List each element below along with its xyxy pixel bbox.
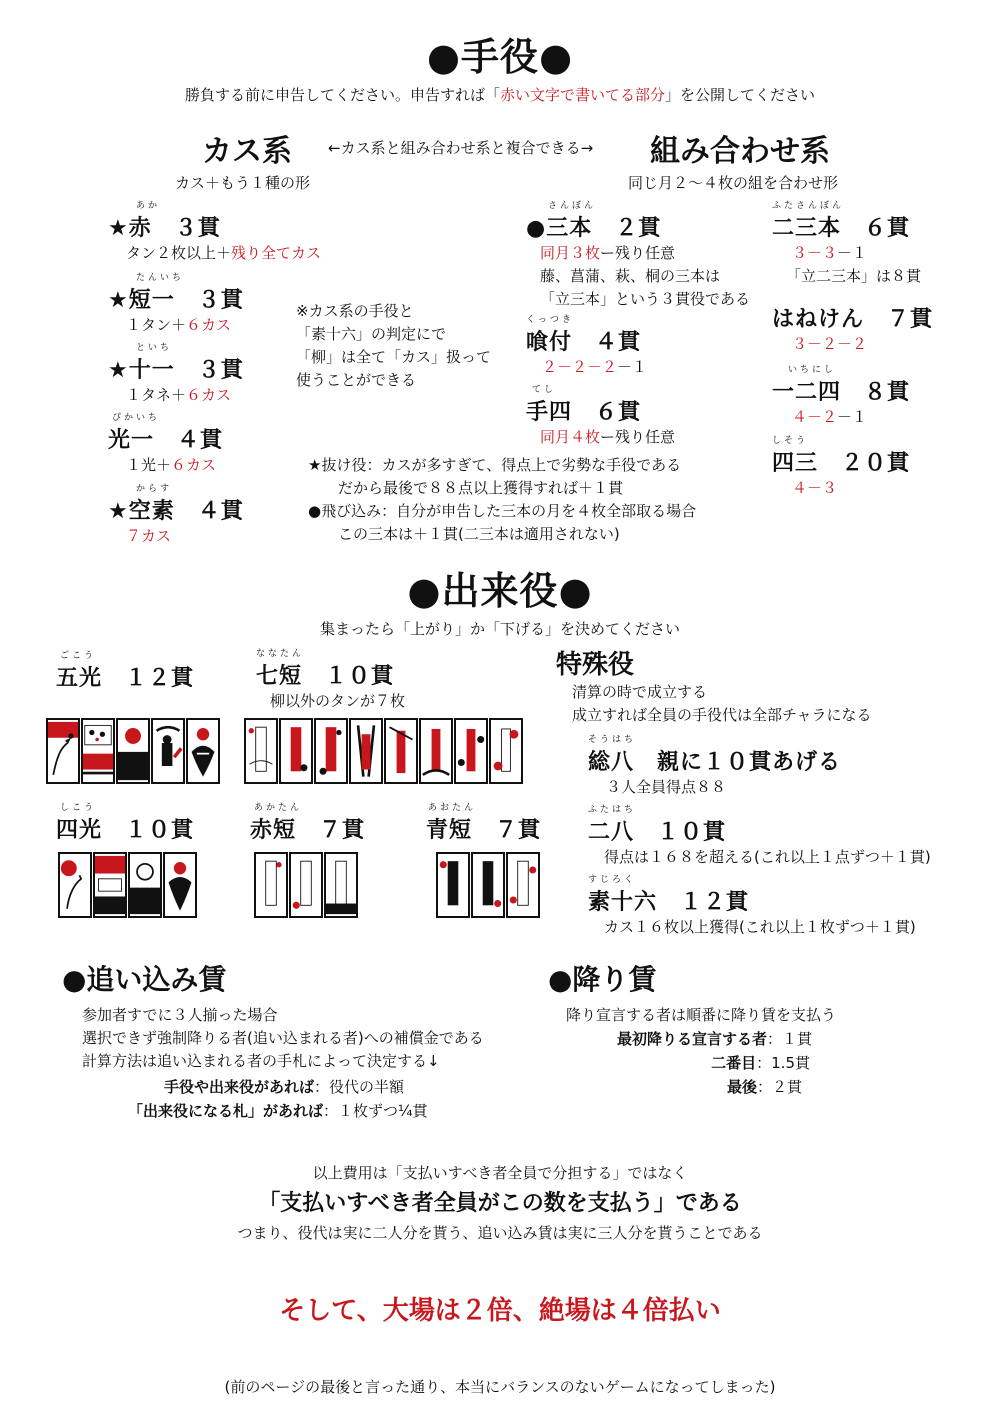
footer-emphasis: そして、大場は２倍、絶場は４倍払い [279,1296,721,1326]
yaku-name: 七短 １０貫 [256,664,395,689]
kasu-item-toichi [108,340,244,407]
arrow-note: ←カス系と組み合わせ系と複合できる→ [328,139,594,157]
tanzaku-card [244,718,278,784]
footer-line-3: つまり、役代は実に二人分を貰う、追い込み賃は実に三人分を貰うことである [237,1224,763,1242]
yaku-name: 総八 親に１０貫あげる [588,750,842,775]
combo-item-sanbon [526,198,750,311]
kasu-item-karasu [108,481,244,548]
ruby: すじろく [588,875,637,885]
shiko [56,800,194,844]
futahachi [588,802,931,869]
curtain-card [81,718,115,784]
yaku-desc: ３－２－２ [792,335,868,353]
ruby: ふたはち [588,805,637,815]
teyaku-intro: 勝負する前に申告してください。申告すれば「赤い文字で書いてる部分」を公開してください [184,86,816,104]
tanzaku-card [419,718,453,784]
tokushu [556,644,872,727]
yaku-desc: ７カス [126,527,172,545]
ruby: あか [136,201,161,211]
tokushu-title: 特殊役 [556,650,635,680]
oikomi-rule-2: 「出来役になる札」があれば：１枚ずつ¼貫 [128,1102,428,1120]
ruby: しこう [60,803,97,813]
ruby: ぴかいち [112,413,161,423]
ruby: くっつき [526,315,574,325]
yaku-name: ★短一 ３貫 [108,288,244,313]
yaku-name: 青短 ７貫 [426,818,542,843]
kasu-item-aka [108,198,321,265]
oikomi-desc: 参加者すでに３人揃った場合 選択できず強制降りる者(追い込まれる者)への補償金である 計算方法は追い込まれる者の手札によって決定する↓ [82,1006,484,1070]
aotan-cards [436,852,540,918]
yaku-name: ★十一 ３貫 [108,358,244,383]
curtain-card [93,852,127,918]
yaku-desc: 柳以外のタンが７枚 [270,692,406,710]
tanzaku-card [324,852,358,918]
tanzaku-card [454,718,488,784]
ori-title: ●降り賃 [548,963,657,996]
yaku-desc: ４－３ [792,479,838,497]
yaku-desc: カス１６枚以上獲得(これ以上１枚ずつ＋１貫) [604,918,916,936]
dekiyaku-intro: 集まったら「上がり」か「下げる」を決めてください [319,620,680,638]
teyaku-title: ●手役● [426,35,574,79]
yaku-desc: ３人全員得点８８ [606,778,727,796]
yaku-desc: 同月３枚ー残り任意 藤、菖蒲、萩、桐の三本は 「立三本」という３貫役である [540,244,751,308]
ruby: ふたさんぼん [772,201,845,211]
crane-card [46,718,80,784]
tanzaku-card [436,852,470,918]
goko [56,648,194,692]
yaku-desc: 得点は１６８を超える(これ以上１点ずつ＋１貫) [604,848,931,866]
nanatan [256,646,405,713]
yaku-desc: １タン＋６カス [126,316,232,334]
tanzaku-card [506,852,540,918]
yaku-name: 二八 １０貫 [588,820,727,845]
kasu-item-pikaichi [108,410,223,477]
tanzaku-card [254,852,288,918]
footer-closing: (前のページの最後と言った通り、本当にバランスのないゲームになってしまった) [224,1378,776,1396]
ruby: てし [532,385,557,395]
moon-card [128,852,162,918]
yaku-name: 一二四 ８貫 [772,380,911,405]
shiko-cards [58,852,197,918]
combo-item-haneken [772,302,933,356]
ruby: ごこう [60,651,97,661]
kasu-subtitle: カス＋もう１種の形 [175,174,311,192]
yaku-name: 赤短 ７貫 [250,818,366,843]
yaku-name: 二三本 ６貫 [772,216,911,241]
tanzaku-card [314,718,348,784]
kasu-note: ※カス系の手役と 「素十六」の判定にで 「柳」は全て「カス」扱って 使うことができる [296,302,492,389]
yaku-name: 喰付 ４貫 [526,330,642,355]
kasu-title: カス系 [202,134,292,169]
ruby: そうはち [588,735,637,745]
ori-desc: 降り宣言する者は順番に降り賃を支払う [566,1006,837,1024]
tanzaku-card [471,852,505,918]
combo-item-futasanbon [772,198,921,288]
sujiroku [588,872,916,939]
footer-line-2: 「支払いすべき者全員がこの数を支払う」である [258,1191,742,1216]
phoenix-card [186,718,220,784]
yaku-name: ★空素 ４貫 [108,499,244,524]
yaku-name: はねけん ７貫 [772,307,934,332]
yaku-desc: ３－３－１ 「立二三本」は８貫 [786,244,922,285]
yaku-name: 四三 ２０貫 [772,451,911,476]
dekiyaku-title: ●出来役● [407,569,593,613]
combo-item-teshi [526,382,675,449]
yaku-desc: ４－２－１ [792,408,868,426]
ruby: からす [136,484,173,494]
ruby: あおたん [428,803,477,813]
tanzaku-card [489,718,523,784]
ruby: いちにし [788,365,837,375]
goko-cards [46,718,220,784]
ruby: といち [136,343,173,353]
teyaku-notes: ★抜け役：カスが多すぎて、得点上で劣勢な手役である だから最後で８８点以上獲得すれば＋１貫 ●飛び込み：自分が申告した三本の月を４枚全部取る場合 この三本は＋１貫(二三本は適用されない) [308,456,697,543]
yaku-desc: ２－２－２－１ [542,358,648,376]
souhachi [588,732,841,799]
moon-card [116,718,150,784]
tanzaku-card [384,718,418,784]
ori-row-3: 最後：２貫 [726,1078,802,1096]
kasu-item-tanichi [108,270,244,337]
combo-subtitle: 同じ月２～４枚の組を合わせ形 [628,174,839,192]
yaku-name: 素十六 １２貫 [588,890,750,915]
phoenix-card [163,852,197,918]
akatan [250,800,365,844]
combo-item-ichinishi [772,362,910,429]
oikomi-rule-1: 手役や出来役があれば：役代の半額 [164,1078,405,1096]
ruby: たんいち [136,273,185,283]
oikomi-title: ●追い込み賃 [62,963,227,996]
yaku-name: 手四 ６貫 [526,400,642,425]
ruby: ななたん [256,649,305,659]
yaku-desc: 同月４枚ー残り任意 [540,428,676,446]
aotan [426,800,541,844]
footer-line-1: 以上費用は「支払いすべき者全員で分担する」ではなく [312,1164,688,1182]
combo-title: 組み合わせ系 [650,134,830,169]
ruby: あかたん [254,803,303,813]
nanatan-cards [244,718,523,784]
yaku-name: ★赤 ３貫 [108,216,221,241]
tokushu-desc: 清算の時で成立する 成立すれば全員の手役代は全部チャラになる [572,683,872,724]
ori-row-2: 二番目：1.5貫 [711,1054,810,1072]
rain-card [151,718,185,784]
combo-item-kuttsuki [526,312,647,379]
ruby: さんぼん [548,201,597,211]
yaku-name: 四光 １０貫 [56,818,195,843]
akatan-cards [254,852,358,918]
yaku-desc: タン２枚以上＋残り全てカス [126,244,322,262]
yaku-name: 光一 ４貫 [108,428,224,453]
yaku-name: ●三本 ２貫 [526,216,662,241]
tanzaku-card [289,852,323,918]
ori-row-1: 最初降りる宣言する者：１貫 [616,1030,812,1048]
ruby: しそう [772,436,809,446]
yaku-name: 五光 １２貫 [56,666,195,691]
tanzaku-card [349,718,383,784]
combo-item-shiso [772,433,910,500]
yaku-desc: １光＋６カス [126,456,217,474]
crane-card [58,852,92,918]
tanzaku-card [279,718,313,784]
yaku-desc: １タネ＋６カス [126,386,232,404]
